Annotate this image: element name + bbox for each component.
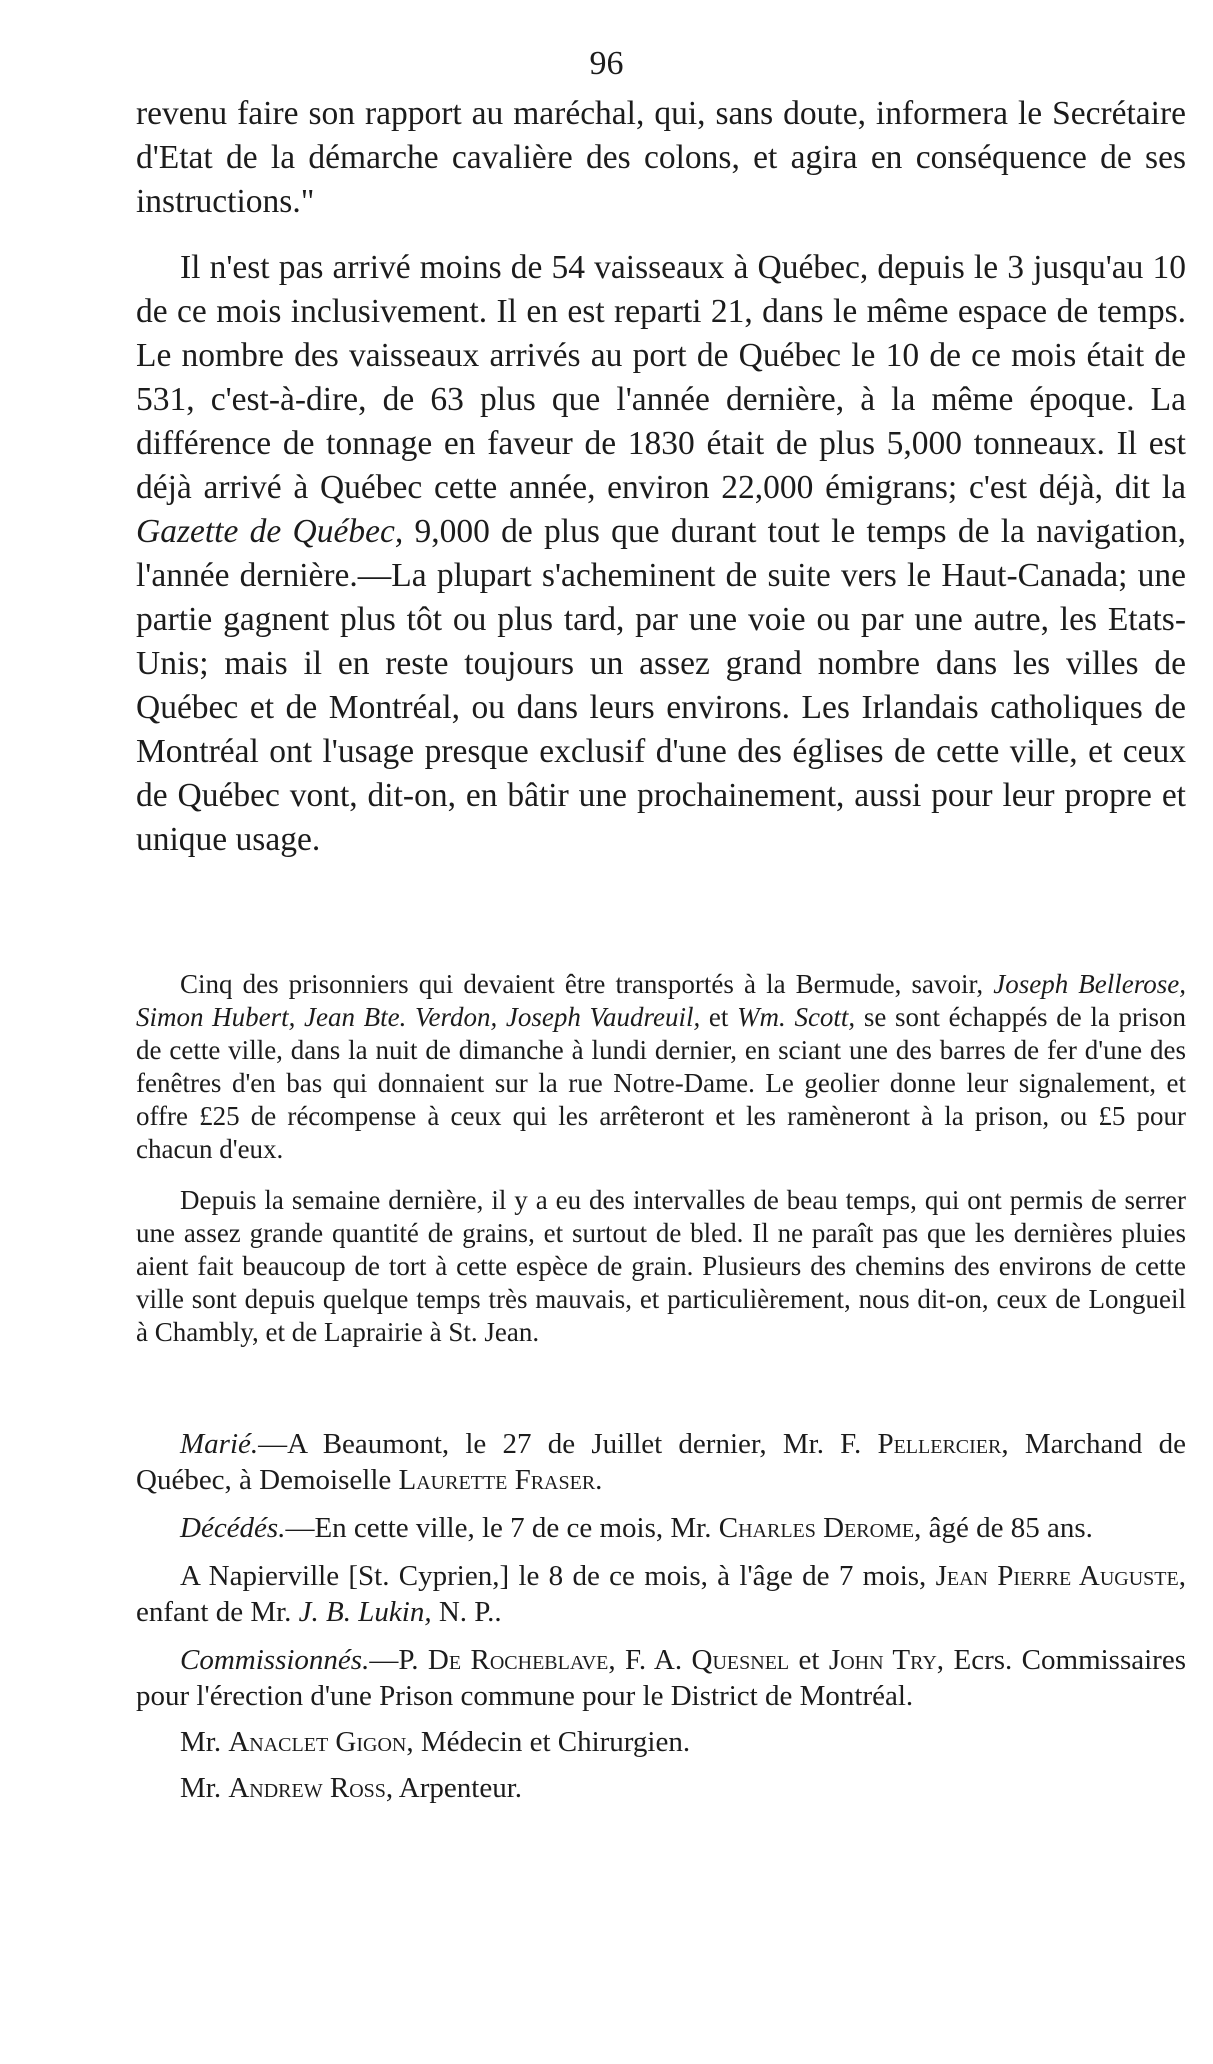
text-segment: Mr. bbox=[180, 1726, 229, 1758]
person-name: Pellercier, bbox=[877, 1428, 1009, 1460]
page-number: 96 bbox=[589, 45, 624, 82]
text-segment: et bbox=[700, 1002, 738, 1032]
text-segment: —En cette ville, le 7 de ce mois, Mr. bbox=[285, 1512, 719, 1544]
notice-label: Décédés. bbox=[180, 1512, 286, 1544]
text-segment: F. A. bbox=[615, 1644, 692, 1676]
person-name: Jean Pierre Auguste, bbox=[935, 1560, 1186, 1592]
prisoner-name: Wm. Scott, bbox=[737, 1002, 856, 1032]
person-name: Laurette Fraser. bbox=[398, 1464, 603, 1496]
person-name: Quesnel bbox=[691, 1644, 790, 1676]
text-segment: enfant de Mr. bbox=[136, 1596, 299, 1628]
text-segment: et bbox=[789, 1644, 829, 1676]
text-segment: âgé de 85 ans. bbox=[921, 1512, 1093, 1544]
person-name: De Rocheblave, bbox=[427, 1644, 616, 1676]
text-segment: N. P.. bbox=[431, 1596, 502, 1628]
text-segment: Mr. bbox=[180, 1772, 229, 1804]
text-segment: Ecrs. Commissaires pour l'érection d'une Prison commune pour le District de Montréal. bbox=[136, 1644, 1187, 1712]
text-segment: —P. bbox=[369, 1644, 428, 1676]
text-segment: Cinq des prisonniers qui devaient être transportés à la Bermude, savoir, bbox=[180, 969, 994, 999]
person-name: John Try, bbox=[828, 1644, 945, 1676]
text-segment: 9,000 de plus que durant tout le temps de la navigation, l'année dernière.—La plupart s'acheminent de suite vers le Haut-Canada; une partie gagnent plus tôt ou plus tard, par une voie ou par une autre, les Etats-Unis; mais il en reste toujours un assez grand nombre dans les villes de Québec et de Montréal, ou dans leurs environs. Les Irlandais catholiques de Montréal ont l'usage presque exclusif d'une des églises de cette ville, et ceux de Québec vont, dit-on, en bâtir une prochainement, aussi pour leur propre et unique usage. bbox=[136, 513, 1186, 858]
text-segment: Marchand de Québec, à Demoiselle bbox=[136, 1428, 1186, 1496]
paragraph-weather: Depuis la semaine dernière, il y a eu des intervalles de beau temps, qui ont permis de serrer une assez grande quantité de grains, et surtout de bled. Il ne paraît pas que les dernières pluies aient fait beaucoup de tort à cette espèce de grain. Plusieurs des chemins des environs de cette ville sont depuis quelque temps très mauvais, et particulièrement, nous dit-on, ceux de Longueil à Chambly, et de Laprairie à St. Jean. bbox=[136, 1185, 1186, 1347]
newspaper-name: Gazette de Québec, bbox=[136, 513, 404, 550]
prisoner-names: Joseph Bellerose, Simon Hubert, Jean Bte. Verdon, Joseph Vaudreuil, bbox=[136, 969, 1186, 1032]
notice-commissions bbox=[136, 1642, 1186, 1714]
notice-surveyor bbox=[136, 1770, 1186, 1806]
article-large bbox=[136, 92, 1186, 862]
notice-death-napierville bbox=[136, 1558, 1186, 1630]
person-name: J. B. Lukin, bbox=[298, 1596, 432, 1628]
notice-label: Commissionnés. bbox=[180, 1644, 370, 1676]
person-name: Andrew Ross, bbox=[228, 1772, 394, 1804]
person-name: Charles Derome, bbox=[718, 1512, 922, 1544]
notice-physician bbox=[136, 1724, 1186, 1760]
paragraph-ships bbox=[136, 246, 1186, 862]
paragraph-prisoners bbox=[136, 968, 1186, 1166]
text-segment: A Napierville [St. Cyprien,] le 8 de ce mois, à l'âge de 7 mois, bbox=[180, 1560, 936, 1592]
paragraph-continuation: revenu faire son rapport au maréchal, qui, sans doute, informera le Secrétaire d'Etat de la démarche cavalière des colons, et agira en conséquence de ses instructions." bbox=[136, 95, 1186, 220]
notice-label: Marié. bbox=[180, 1428, 259, 1460]
article-prisoners-block bbox=[136, 968, 1186, 1349]
text-segment: Arpenteur. bbox=[393, 1772, 522, 1804]
notice-marriage bbox=[136, 1426, 1186, 1498]
person-name: Anaclet Gigon, bbox=[228, 1726, 414, 1758]
text-segment: se sont échappés de la prison de cette ville, dans la nuit de dimanche à lundi dernier, en sciant une des barres de fer d'une des fenêtres d'en bas qui donnaient sur la rue Notre-Dame. Le geolier donne leur signalement, et offre £25 de récompense à ceux qui les arrêteront et les ramèneront à la prison, ou £5 pour chacun d'eux. bbox=[136, 1002, 1186, 1164]
text-segment: Il n'est pas arrivé moins de 54 vaisseaux à Québec, depuis le 3 jusqu'au 10 de ce mois inclusivement. Il en est reparti 21, dans le même espace de temps. Le nombre des vaisseaux arrivés au port de Québec le 10 de ce mois était de 531, c'est-à-dire, de 63 plus que l'année dernière, à la même époque. La différence de tonnage en faveur de 1830 était de plus 5,000 tonneaux. Il est déjà arrivé à Québec cette année, environ 22,000 émigrans; c'est déjà, dit la bbox=[136, 249, 1186, 506]
text-segment: —A Beaumont, le 27 de Juillet dernier, Mr. F. bbox=[258, 1428, 878, 1460]
notices-block bbox=[136, 1426, 1186, 1806]
text-segment: Médecin et Chirurgien. bbox=[413, 1726, 691, 1758]
notice-death bbox=[136, 1510, 1186, 1546]
